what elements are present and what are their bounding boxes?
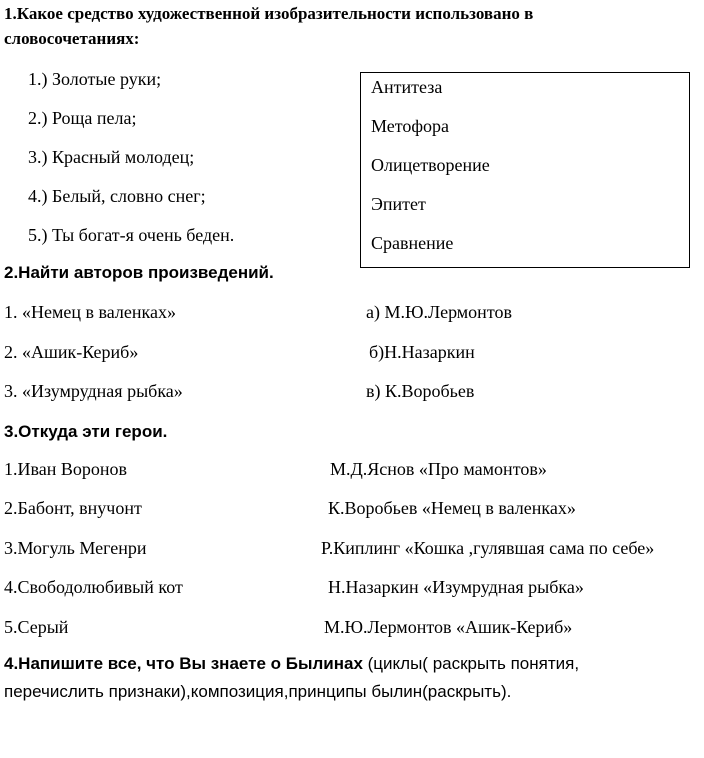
- q2-work: 2. «Ашик-Кериб»: [4, 342, 139, 362]
- q1-title-line2: словосочетаниях:: [4, 29, 140, 48]
- q1-phrase: 4.) Белый, словно снег;: [28, 186, 206, 206]
- q1-option: Сравнение: [371, 233, 454, 253]
- q1-phrase: 5.) Ты богат-я очень беден.: [28, 225, 235, 245]
- q2-work: 1. «Немец в валенках»: [4, 302, 176, 322]
- q2-title: 2.Найти авторов произведений.: [4, 263, 274, 282]
- q2-author: а) М.Ю.Лермонтов: [366, 302, 512, 322]
- q3-source: Р.Киплинг «Кошка ,гулявшая сама по себе»: [321, 538, 655, 558]
- q1-title-line1: 1.Какое средство художественной изобразительности использовано в: [4, 4, 534, 23]
- q2-author: в) К.Воробьев: [366, 381, 475, 401]
- q1-phrase: 3.) Красный молодец;: [28, 147, 195, 167]
- q3-hero: 1.Иван Воронов: [4, 459, 128, 479]
- q3-source: К.Воробьев «Немец в валенках»: [328, 498, 576, 518]
- q3-hero: 5.Серый: [4, 617, 69, 637]
- q3-source: М.Ю.Лермонтов «Ашик-Кериб»: [324, 617, 573, 637]
- q4-title: [4, 654, 579, 674]
- q4-title-bold: 4.Напишите все, что Вы знаете о Былинах: [4, 654, 363, 673]
- q1-options-box: [360, 72, 690, 268]
- q3-hero: 4.Свободолюбивый кот: [4, 577, 183, 597]
- q1-option: Антитеза: [371, 77, 443, 97]
- q1-option: Метофора: [371, 116, 450, 136]
- q4-title-rest: (циклы( раскрыть понятия,: [362, 654, 580, 673]
- q1-phrase: 1.) Золотые руки;: [28, 69, 162, 89]
- q1-phrase: 2.) Роща пела;: [28, 108, 137, 128]
- q3-source: М.Д.Яснов «Про мамонтов»: [330, 459, 547, 479]
- q3-hero: 3.Могуль Мегенри: [4, 538, 147, 558]
- q3-title: 3.Откуда эти герои.: [4, 422, 168, 441]
- q3-hero: 2.Бабонт, внучонт: [4, 498, 142, 518]
- q1-option: Олицетворение: [371, 155, 490, 175]
- q2-author: б)Н.Назаркин: [369, 342, 475, 362]
- q2-work: 3. «Изумрудная рыбка»: [4, 381, 183, 401]
- q1-option: Эпитет: [371, 194, 426, 214]
- q3-source: Н.Назаркин «Изумрудная рыбка»: [328, 577, 584, 597]
- q4-line2: перечислить признаки),композиция,принципы былин(раскрыть).: [4, 682, 512, 701]
